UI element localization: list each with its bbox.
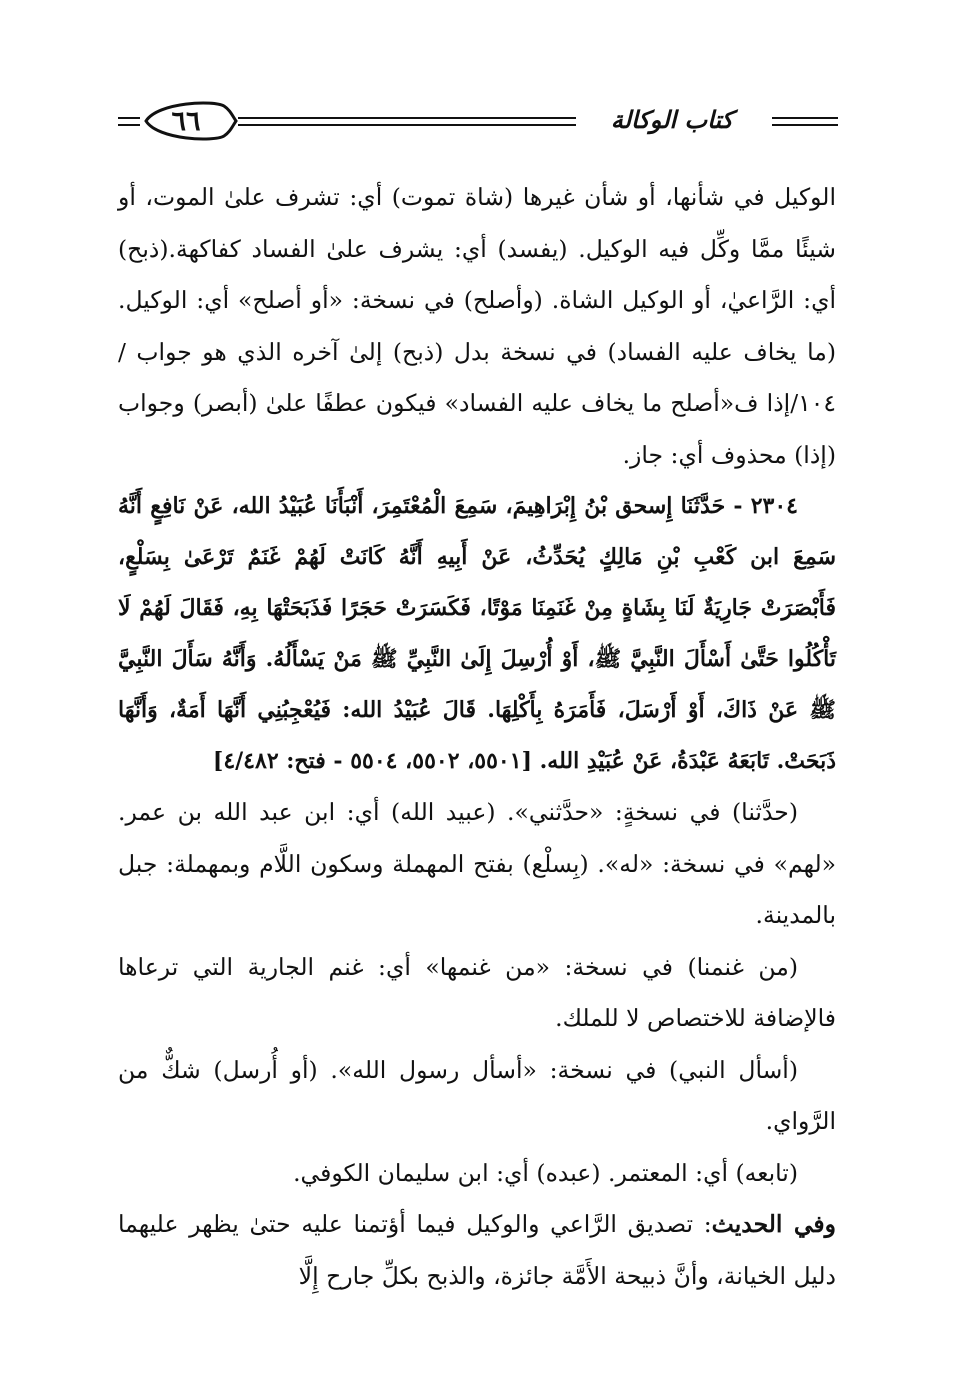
commentary-paragraph: الوكيل في شأنها، أو شأن غيرها (شاة تموت) أي: تشرف علىٰ الموت، أو شيئًا ممَّا وكِّل فيه الوكيل. (يفسد) أي: يشرف علىٰ الفساد كفاكهة.(ذبح) أي: الرَّاعيٰ، أو الوكيل الشاة. (وأصلح) في نسخة: «أو أصلح» أي: الوكيل. (ما يخاف عليه الفساد) في نسخة بدل (ذبح) إلىٰ آخره الذي هو جواب / ١٠٤/إذا ف«أصلح ما يخاف عليه الفساد» فيكون عطفًا علىٰ (أبصر) وجواب (إذا) محذوف أي: جاز.	[118, 183, 836, 469]
section-lead: وفي الحديث	[711, 1210, 836, 1238]
commentary-paragraph: (تابعه) أي: المعتمر. (عبده) أي: ابن سليمان الكوفي.	[293, 1158, 798, 1187]
commentary-paragraph	[118, 1199, 836, 1302]
section-text: : تصديق الرَّاعي والوكيل فيما أؤتمنا عليه حتىٰ يظهر عليهما دليل الخيانة، وأنَّ ذبيحة الأَمَّة جائزة، والذبح بكلِّ جارح إِلَّا	[118, 1210, 836, 1290]
page-header	[118, 96, 838, 148]
book-title: كتاب الوكالة	[610, 105, 734, 134]
commentary-paragraph: (أسأل النبي) في نسخة: «أسأل رسول الله». (أو أُرسل) شكٌّ من الرَّواي.	[118, 1055, 836, 1135]
hadith-text: ٢٣٠٤ - حَدَّثَنَا إِسحق بْنُ إِبْرَاهِيمَ، سَمِعَ الْمُعْتَمِرَ، أَنْبَأَنَا عُبَيْدُ الله، عَنْ نَافِعٍ أَنَّهُ سَمِعَ ابن كَعْبِ بْنِ مَالِكٍ يُحَدِّثُ، عَنْ أَبِيهِ أَنَّهُ كَانَتْ لَهُمْ غَنَمٌ تَرْعَىٰ بِسَلْعٍ، فَأَبْصَرَتْ جَارِيَةٌ لَنَا بِشَاةٍ مِنْ غَنَمِنَا مَوْتًا، فَكَسَرَتْ حَجَرًا فَذَبَحَتْهَا بِهِ، فَقَالَ لَهُمْ لَا تَأْكُلُوا حَتَّىٰ أَسْأَلَ النَّبِيَّ ﷺ، أَوْ أُرْسِلَ إِلَىٰ النَّبِيِّ ﷺ مَنْ يَسْأَلُهُ. وَأَنَّهُ سَأَلَ النَّبِيَّ ﷺ عَنْ ذَاكَ، أَوْ أَرْسَلَ، فَأَمَرَهُ بِأَكْلِهَا. قَالَ عُبَيْدُ الله: فَيُعْجِبُنِي أَنَّهَا أَمَةٌ، وَأَنَّهَا ذَبَحَتْ. تَابَعَهُ عَبْدَةُ، عَنْ عُبَيْدِ الله. [٥٥٠١، ٥٥٠٢، ٥٥٠٤ - فتح: ٤/٤٨٢]	[118, 493, 836, 774]
page-number: ٦٦	[171, 106, 201, 137]
commentary-paragraph: (حدَّثنا) في نسخةٍ: «حدَّثني». (عبيد الله) أي: ابن عبد الله بن عمر. «لهم» في نسخة: «له». (بِسلْع) بفتح المهملة وسكون اللَّام وبمهملة: جبل بالمدينة.	[118, 798, 836, 929]
page-body	[118, 172, 836, 1302]
commentary-paragraph: (من غنمنا) في نسخة: «من غنمها» أي: غنم الجارية التي ترعاها فالإضافة للاختصاص لا للملك.	[118, 952, 836, 1032]
